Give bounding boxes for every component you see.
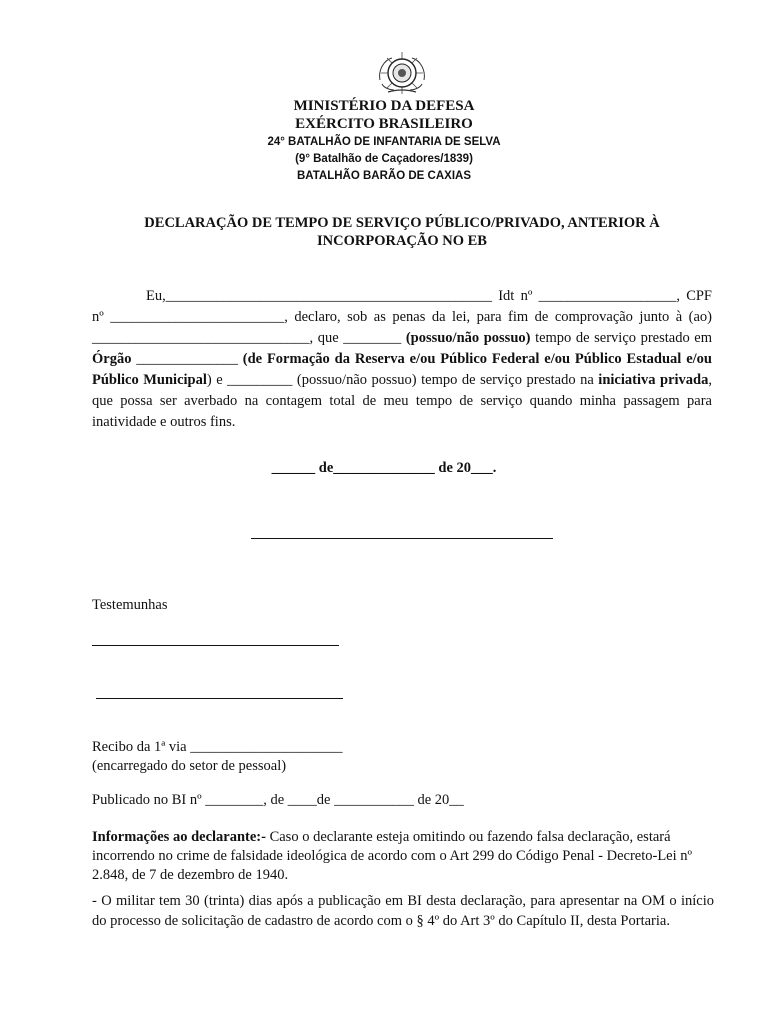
receipt-block bbox=[92, 738, 714, 776]
battalion-subtitle: (9° Batalhão de Caçadores/1839) bbox=[295, 153, 473, 165]
document-title-line1: DECLARAÇÃO DE TEMPO DE SERVIÇO PÚBLICO/PRIVADO, ANTERIOR À bbox=[144, 215, 660, 231]
declaration-text-1: Eu,_____________________________________________ Idt nº ___________________, CPF nº ________________________, declaro, sob as penas da lei, para fim de comprovação junto à (ao) ______________________________, que ________ bbox=[92, 288, 712, 346]
ministry-title: MINISTÉRIO DA DEFESA bbox=[293, 98, 475, 114]
declaration-bold-4: iniciativa privada bbox=[598, 372, 709, 388]
witness-2-signature-line bbox=[96, 698, 343, 699]
declarant-signature-line bbox=[251, 538, 553, 539]
witness-1-signature-line bbox=[92, 645, 339, 646]
declaration-text-5: , que possa ser averbado na contagem total de meu tempo de serviço quando minha passagem para inatividade e outros fins. bbox=[92, 372, 712, 430]
published-line: Publicado no BI nº ________, de ____de ___________ de 20__ bbox=[92, 792, 464, 808]
army-title: EXÉRCITO BRASILEIRO bbox=[295, 116, 473, 132]
note-paragraph: - O militar tem 30 (trinta) dias após a publicação em BI desta declaração, para apresentar na OM o início do processo de solicitação de cadastro de acordo com o § 4º do Art 3º do Capítulo II, desta Portaria. bbox=[92, 893, 714, 929]
document-title-line2: INCORPORAÇÃO NO EB bbox=[317, 233, 487, 249]
coat-of-arms-emblem bbox=[374, 50, 430, 96]
declaration-text-2: tempo de serviço prestado em bbox=[530, 330, 713, 346]
document-title bbox=[92, 214, 712, 250]
declaration-text-4: ) e _________ (possuo/não possuo) tempo de serviço prestado na bbox=[206, 372, 599, 388]
info-text: Caso o declarante esteja omitindo ou fazendo falsa declaração, estará incorrendo no crime de falsidade ideológica de acordo com o Art 299 do Código Penal - Decreto-Lei nº 2.848, de 7 de dezembro de 1940. bbox=[92, 829, 693, 883]
declaration-bold-2: Órgão bbox=[92, 351, 132, 367]
battalion-title: 24° BATALHÃO DE INFANTARIA DE SELVA bbox=[267, 136, 501, 148]
receipt-line: Recibo da 1ª via _____________________ bbox=[92, 739, 343, 755]
info-paragraph bbox=[92, 828, 714, 885]
declaration-paragraph bbox=[92, 286, 712, 433]
declaration-text-3: ______________ bbox=[131, 351, 243, 367]
receipt-responsible: (encarregado do setor de pessoal) bbox=[92, 758, 287, 774]
date-line: ______ de______________ de 20___. bbox=[271, 460, 497, 476]
battalion-name: BATALHÃO BARÃO DE CAXIAS bbox=[297, 170, 471, 182]
witnesses-label: Testemunhas bbox=[92, 597, 168, 613]
declaration-bold-3: (de Formação da Reserva e/ou Público Federal e/ou Público Estadual e/ou Público Municipal bbox=[92, 351, 712, 388]
info-label: Informações ao declarante:- bbox=[92, 829, 266, 845]
declaration-bold-1: (possuo/não possuo) bbox=[405, 330, 531, 346]
